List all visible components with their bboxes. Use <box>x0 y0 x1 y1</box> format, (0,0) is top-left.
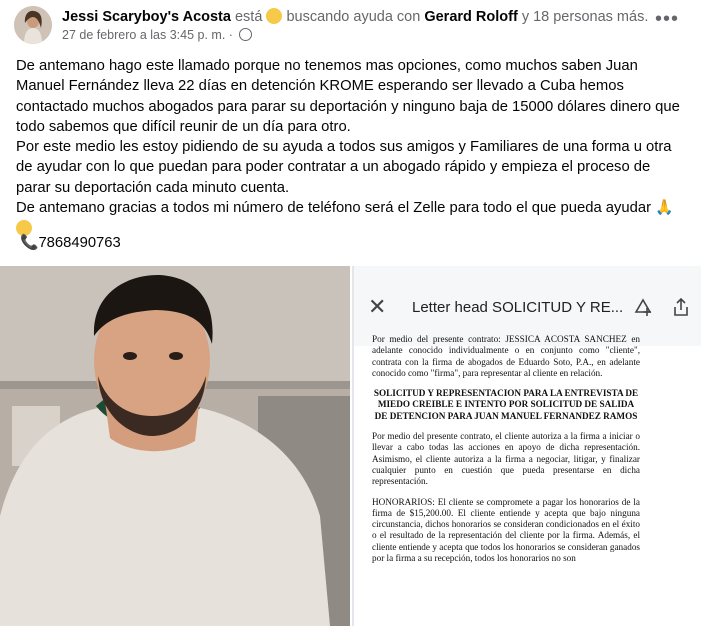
author-name[interactable]: Jessi Scaryboy's Acosta <box>62 9 231 25</box>
post-title-line <box>62 8 648 25</box>
avatar[interactable] <box>14 6 52 44</box>
post-body <box>16 56 688 243</box>
contract-authorization: Por medio del presente contrato, el cliente autoriza a la firma a iniciar o llevar a cabo todas las acciones en apoyo de dicha representación. Asimismo, el cliente autoriza a la firma a negociar, litigar, y finalizar cualquier punto en cuestión que pueda presentarse en dicha representación. <box>372 431 640 487</box>
post-paragraph-3: De antemano gracias a todos mi número de teléfono será el Zelle para todo el que pueda ayudar 🙏 <box>16 200 674 217</box>
post-date[interactable]: 27 de febrero a las 3:45 p. m. <box>62 28 226 42</box>
phone-line <box>20 233 121 251</box>
globe-icon <box>239 28 252 41</box>
state-prefix: está <box>234 9 263 25</box>
tagged-person[interactable]: Gerard Roloff <box>424 9 518 25</box>
add-to-drive-icon[interactable] <box>632 296 654 318</box>
document-page <box>372 334 640 573</box>
more-options-button[interactable] <box>652 8 682 34</box>
ellipsis-icon: ••• <box>654 8 679 30</box>
phone-icon: 📞 <box>20 235 39 251</box>
others-count[interactable]: y 18 personas más. <box>521 9 649 25</box>
worried-face-icon <box>266 8 282 24</box>
close-icon[interactable]: ✕ <box>368 294 387 319</box>
post-paragraph-1: De antemano hago este llamado porque no tenemos mas opciones, como muchos saben Juan Manuel Fernández lleva 22 días en detención KROME esperando ser llevado a Cuba hemos contactado muchos abogados para parar su deportación y ninguno baja de 15000 dólares dinero que todo sabemos que difícil reunir de un día para otro. <box>16 58 680 135</box>
post-paragraph-2: Por este medio les estoy pidiendo de su ayuda a todos sus amigos y Familiares de una forma u otra de ayudar con lo que puedan para poder contratar a un abogado rápido y empieza el proceso de parar su deportación cada minuto cuenta. <box>16 139 672 196</box>
phone-number[interactable]: 7868490763 <box>38 235 121 251</box>
contract-screenshot[interactable] <box>352 266 701 626</box>
contract-fees: HONORARIOS: El cliente se compromete a pagar los honorarios de la firma de $15,200.00. El cliente entiende y acepta que bajo ninguna circunstancia, dichos honorarios se consideran condicionados en el éxito o el resultado de la representación del cliente por la firma. Además, el cliente entiende y acepta que todos los honorarios se consideran ganados por la firma a su recepción, todos los honorarios no son <box>372 496 640 564</box>
post-meta <box>62 28 252 42</box>
contract-heading: SOLICITUD Y REPRESENTACION PARA LA ENTREVISTA DE MIEDO CREIBLE E INTENTO POR SOLICITUD DE SALIDA DE DETENCION PARA JUAN MANUEL FERNANDEZ RAMOS <box>373 388 639 421</box>
meta-separator: · <box>228 28 233 42</box>
share-icon[interactable] <box>670 296 692 318</box>
document-title: Letter head SOLICITUD Y RE... <box>412 299 624 316</box>
feeling-text: buscando ayuda con <box>286 9 421 25</box>
contract-intro: Por medio del presente contrato: JESSICA ACOSTA SANCHEZ en adelante conocido individualmente o en conjunto como "cliente", contrata con la firma de abogados de Eduardo Soto, P.A., en adelante conocido como "firma", para representar al cliente en relación. <box>372 334 640 378</box>
man-photo[interactable] <box>0 266 350 626</box>
post-header <box>0 0 701 48</box>
